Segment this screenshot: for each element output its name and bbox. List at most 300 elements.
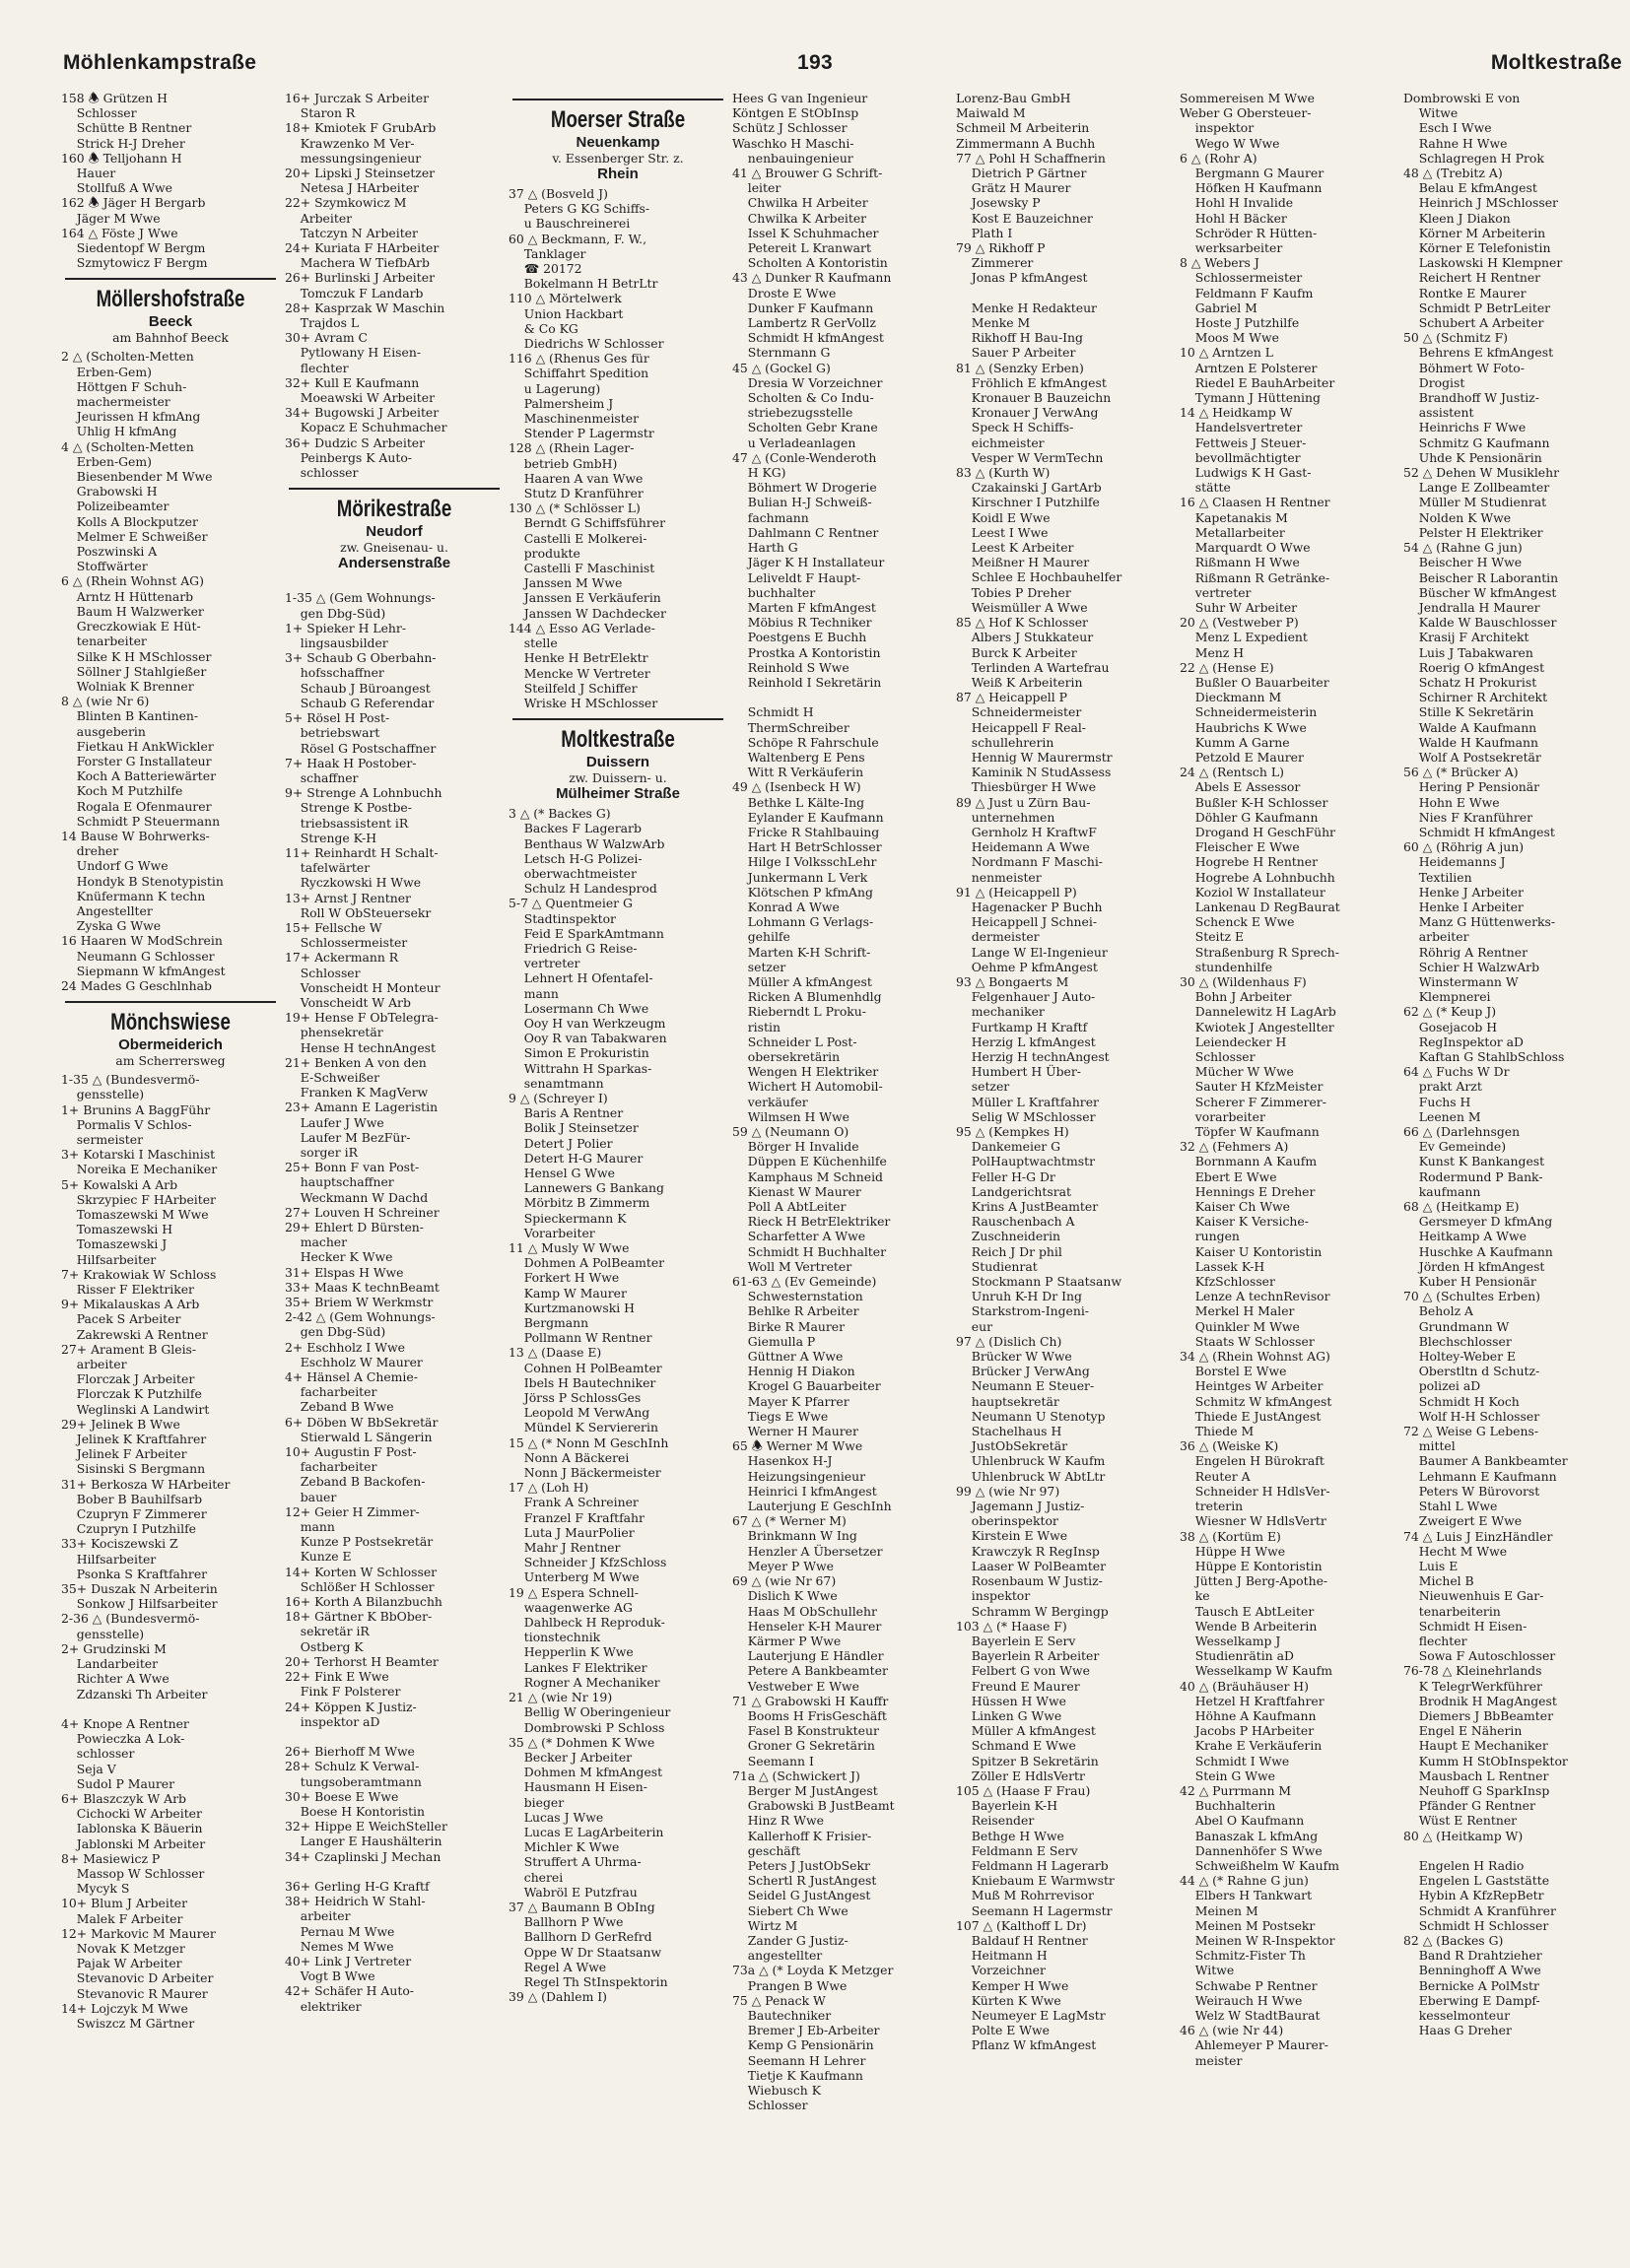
- directory-entry: hofsschaffner: [285, 665, 384, 681]
- directory-entry: Tomczuk F Landarb: [285, 285, 424, 300]
- district-name: Beeck: [148, 313, 193, 331]
- directory-entry: Erben-Gem): [61, 453, 152, 469]
- directory-entry: vertreter: [1180, 584, 1252, 600]
- directory-column: [1403, 91, 1622, 2112]
- directory-entry: Hilfsarbeiter: [61, 1251, 157, 1267]
- directory-entry: 59 △ (Neumann O): [732, 1124, 849, 1139]
- directory-entry: Möbius R Techniker: [732, 615, 872, 631]
- directory-entry: Scherer F Zimmerer-: [1180, 1094, 1326, 1109]
- directory-entry: Laufer M BezFür-: [285, 1129, 411, 1145]
- directory-entry: 13 △ (Daase E): [509, 1345, 602, 1361]
- directory-entry: 60 △ (Röhrig A jun): [1403, 839, 1525, 855]
- directory-entry: Leiendecker H: [1180, 1034, 1287, 1049]
- directory-entry: sermeister: [61, 1131, 144, 1147]
- directory-entry: 24 △ (Rentsch L): [1180, 765, 1284, 780]
- directory-entry: Henseler K-H Maurer: [732, 1618, 882, 1634]
- directory-entry: betrieb GmbH): [509, 455, 618, 471]
- directory-entry: Schlößer H Schlosser: [285, 1578, 435, 1594]
- directory-entry: Nieuwenhuis E Gar-: [1403, 1588, 1544, 1604]
- directory-entry: Roerig O kfmAngest: [1403, 659, 1545, 675]
- directory-entry: 14 △ Heidkamp W: [1180, 405, 1293, 421]
- directory-entry: Schneidermeister: [956, 704, 1082, 720]
- directory-entry: Seemann H Lagermstr: [956, 1902, 1113, 1918]
- directory-entry: Studienrätin aD: [1180, 1648, 1294, 1664]
- directory-entry: Feid E SparkAmtmann: [509, 925, 664, 941]
- directory-entry: Stoffwärter: [61, 559, 148, 574]
- directory-entry: Schmidt H Buchhalter: [732, 1243, 887, 1259]
- directory-entry: Winstermann W: [1403, 973, 1519, 989]
- directory-entry: Friedrich G Reise-: [509, 940, 638, 956]
- directory-entry: Angestellter: [61, 902, 153, 918]
- directory-entry: 34+ Czaplinski J Mechan: [285, 1848, 441, 1864]
- directory-entry: Menke M: [956, 315, 1031, 331]
- directory-entry: 14 Bause W Bohrwerks-: [61, 828, 210, 843]
- directory-entry: Feldmann F Kaufm: [1180, 285, 1314, 300]
- directory-entry: 32+ Kull E Kaufmann: [285, 374, 420, 390]
- directory-entry: Brinkmann W Ing: [732, 1528, 857, 1544]
- directory-entry: Hauer: [61, 166, 116, 181]
- directory-entry: ☎ 20172: [509, 261, 582, 277]
- directory-entry: Lucas E LagArbeiterin: [509, 1824, 664, 1839]
- directory-entry: Polte E Wwe: [956, 2023, 1050, 2038]
- directory-entry: H KG): [732, 465, 786, 481]
- directory-entry: 97 △ (Dislich Ch): [956, 1333, 1062, 1349]
- directory-entry: ristin: [732, 1019, 781, 1034]
- directory-entry: Ostberg K: [285, 1638, 364, 1654]
- directory-entry: Hecht M Wwe: [1403, 1543, 1508, 1559]
- directory-entry: Hetzel H Kraftfahrer: [1180, 1693, 1324, 1708]
- directory-entry: Schneider J KfzSchloss: [509, 1555, 667, 1570]
- directory-entry: Drogand H GeschFühr: [1180, 824, 1335, 839]
- directory-entry: Konrad A Wwe: [732, 899, 840, 914]
- directory-entry: hauptschaffner: [285, 1174, 394, 1190]
- directory-entry: Kopacz E Schuhmacher: [285, 420, 447, 435]
- directory-entry: Lambertz R GerVollz: [732, 315, 876, 331]
- directory-entry: Swiszcz M Gärtner: [61, 2015, 195, 2031]
- directory-entry: Schlosser: [61, 105, 137, 121]
- directory-entry: 50 △ (Schmitz F): [1403, 330, 1509, 346]
- directory-entry: Neumann U Stenotyp: [956, 1408, 1106, 1424]
- directory-entry: Fietkau H AnkWickler: [61, 738, 214, 754]
- directory-entry: 36+ Gerling H-G Kraftf: [285, 1878, 430, 1894]
- directory-entry: Brodnik H MagAngest: [1403, 1693, 1557, 1708]
- directory-entry: 10+ Blum J Arbeiter: [61, 1896, 188, 1911]
- directory-entry: Junkermann L Verk: [732, 869, 868, 885]
- directory-entry: 77 △ Pohl H Schaffnerin: [956, 150, 1106, 166]
- directory-entry: Sisinski S Bergmann: [61, 1461, 206, 1477]
- directory-entry: angestellter: [732, 1948, 823, 1964]
- directory-entry: Wiebusch K: [732, 2083, 821, 2098]
- directory-entry: 2 △ (Scholten-Metten: [61, 349, 194, 365]
- directory-entry: Dombrowski E von: [1403, 91, 1521, 105]
- directory-entry: Poszwinski A: [61, 544, 158, 560]
- directory-entry: fachmann: [732, 509, 809, 525]
- directory-entry: Mörbitz B Zimmerm: [509, 1195, 650, 1211]
- directory-entry: Strenge K Postbe-: [285, 800, 412, 816]
- directory-entry: Behlke R Arbeiter: [732, 1303, 859, 1319]
- directory-entry: vertreter: [509, 956, 580, 971]
- directory-entry: gehilfe: [732, 929, 790, 945]
- directory-entry: Büscher W kfmAngest: [1403, 584, 1557, 600]
- directory-entry: Schröder R Hütten-: [1180, 225, 1318, 240]
- directory-entry: Ballhorn P Wwe: [509, 1914, 624, 1930]
- directory-entry: Lehnert H Ofentafel-: [509, 970, 653, 986]
- directory-entry: Meinen M Postsekr: [1180, 1917, 1316, 1933]
- directory-entry: [732, 690, 951, 704]
- directory-entry: Zyska G Wwe: [61, 918, 162, 934]
- directory-entry: Jagemann J Justiz-: [956, 1499, 1085, 1514]
- directory-entry: Leest I Wwe: [956, 524, 1049, 540]
- directory-entry: u Lagerung): [509, 380, 601, 396]
- directory-entry: schullehrerin: [956, 734, 1054, 750]
- directory-entry: Steilfeld J Schiffer: [509, 680, 638, 696]
- directory-entry: Meinen W R-Inspektor: [1180, 1932, 1335, 1948]
- directory-entry: Kärmer P Wwe: [732, 1633, 842, 1648]
- directory-entry: 34+ Bugowski J Arbeiter: [285, 405, 440, 421]
- directory-entry: Zimmermann A Buchh: [956, 135, 1096, 151]
- directory-entry: Muß M Rohrrevisor: [956, 1888, 1094, 1903]
- directory-entry: inspektor: [956, 1588, 1031, 1604]
- directory-entry: 1+ Brunins A BaggFühr: [61, 1101, 211, 1117]
- directory-entry: 3 △ (* Backes G): [509, 806, 611, 822]
- directory-entry: Szmytowicz F Bergm: [61, 255, 208, 271]
- directory-entry: 1+ Spieker H Lehr-: [285, 620, 407, 635]
- directory-entry: Vonscheidt H Monteur: [285, 979, 441, 995]
- directory-entry: setzer: [732, 959, 786, 974]
- directory-entry: Zeband B Wwe: [285, 1399, 394, 1415]
- directory-entry: Rösel G Postschaffner: [285, 740, 437, 756]
- directory-entry: machermeister: [61, 394, 170, 410]
- directory-entry: Heinrici I kfmAngest: [732, 1483, 877, 1499]
- directory-entry: Abels E Assessor: [1180, 779, 1301, 795]
- directory-entry: Frank A Schreiner: [509, 1495, 639, 1510]
- directory-entry: Schneider L Post-: [732, 1034, 857, 1049]
- directory-entry: 22 △ (Hense E): [1180, 659, 1274, 675]
- directory-entry: Nemes M Wwe: [285, 1938, 394, 1954]
- directory-entry: Schwabe P Rentner: [1180, 1977, 1318, 1993]
- directory-entry: Palmersheim J: [509, 395, 614, 411]
- directory-entry: 25+ Bonn F van Post-: [285, 1160, 420, 1175]
- directory-entry: Hüssen H Wwe: [956, 1693, 1066, 1708]
- directory-entry: Hüppe H Wwe: [1180, 1543, 1286, 1559]
- directory-entry: Müller A kfmAngest: [956, 1723, 1096, 1739]
- directory-entry: 24+ Kuriata F HArbeiter: [285, 240, 440, 256]
- directory-entry: Henke I Arbeiter: [1403, 899, 1524, 914]
- directory-entry: Eschholz W Maurer: [285, 1354, 423, 1369]
- directory-entry: Tatczyn N Arbeiter: [285, 225, 418, 240]
- directory-entry: 13+ Arnst J Rentner: [285, 890, 411, 905]
- directory-entry: Schlossermeister: [285, 935, 408, 951]
- directory-entry: Michel B: [1403, 1573, 1474, 1589]
- directory-entry: Merkel H Maler: [1180, 1303, 1295, 1319]
- directory-entry: Schenck E Wwe: [1180, 914, 1295, 930]
- directory-entry: Luis E: [1403, 1558, 1459, 1573]
- directory-entry: Feldmann E Serv: [956, 1842, 1078, 1858]
- directory-entry: Rißmann R Getränke-: [1180, 569, 1330, 585]
- directory-entry: Blechschlosser: [1403, 1333, 1512, 1349]
- directory-entry: Cohnen H PolBeamter: [509, 1360, 662, 1375]
- directory-entry: Plath I: [956, 225, 1013, 240]
- directory-entry: Krawzenko M Ver-: [285, 135, 415, 151]
- directory-entry: Pernau M Wwe: [285, 1923, 395, 1939]
- directory-entry: 32+ Hippe E WeichSteller: [285, 1819, 447, 1834]
- street-location-cont: Rhein: [597, 166, 639, 182]
- directory-entry: Schlosser: [732, 2098, 808, 2113]
- directory-entry: Kirstein E Wwe: [956, 1528, 1068, 1544]
- directory-entry: Wego W Wwe: [1180, 135, 1280, 151]
- directory-entry: 4+ Hänsel A Chemie-: [285, 1369, 418, 1385]
- directory-entry: Linken G Wwe: [956, 1707, 1062, 1723]
- directory-entry: Kniebaum E Warmwstr: [956, 1873, 1115, 1889]
- directory-entry: Florczak K Putzhilfe: [61, 1386, 202, 1402]
- directory-entry: arbeiter: [1403, 929, 1469, 945]
- directory-entry: Kallerhoff K Frisier-: [732, 1828, 872, 1843]
- directory-entry: [285, 575, 504, 590]
- directory-entry: Struffert A Uhrma-: [509, 1854, 642, 1870]
- directory-entry: lingsausbilder: [285, 635, 388, 651]
- directory-entry: Behrens E kfmAngest: [1403, 345, 1554, 361]
- directory-entry: Elbers H Tankwart: [1180, 1888, 1313, 1903]
- directory-entry: Börger H Invalide: [732, 1139, 859, 1155]
- directory-entry: Fasel B Konstrukteur: [732, 1723, 879, 1739]
- directory-entry: oberinspektor: [956, 1513, 1058, 1529]
- directory-entry: Hering P Pensionär: [1403, 779, 1540, 795]
- directory-entry: Tymann J Hüttening: [1180, 390, 1321, 406]
- directory-entry: Buchhalterin: [1180, 1798, 1276, 1814]
- directory-entry: stelle: [509, 635, 558, 651]
- directory-entry: dermeister: [956, 929, 1040, 945]
- directory-entry: Hilfsarbeiter: [61, 1551, 157, 1567]
- directory-entry: Hees G van Ingenieur: [732, 91, 868, 105]
- directory-entry: Neumann G Schlosser: [61, 948, 215, 964]
- directory-entry: Scharfetter A Wwe: [732, 1229, 866, 1244]
- directory-entry: Lassek K-H: [1180, 1258, 1265, 1274]
- directory-entry: Baldauf H Rentner: [956, 1932, 1088, 1948]
- directory-entry: Hasenkox H-J: [732, 1453, 833, 1469]
- directory-entry: Landarbeiter: [61, 1656, 159, 1672]
- district-name: Neuenkamp: [576, 134, 660, 151]
- directory-entry: Peters W Bürovorst: [1403, 1483, 1540, 1499]
- directory-entry: 16 Haaren W ModSchrein: [61, 933, 223, 949]
- directory-entry: Castelli F Maschinist: [509, 561, 655, 576]
- directory-entry: Pormalis V Schlos-: [61, 1116, 192, 1132]
- directory-entry: Reisender: [956, 1813, 1035, 1829]
- directory-entry: kesselmonteur: [1403, 2007, 1511, 2023]
- directory-entry: Baris A Rentner: [509, 1105, 624, 1121]
- directory-entry: Jendralla H Maurer: [1403, 599, 1540, 615]
- directory-entry: 30+ Avram C: [285, 330, 369, 346]
- directory-entry: Polizeibeamter: [61, 499, 170, 514]
- directory-entry: Reinhold S Wwe: [732, 659, 849, 675]
- street-location: am Scherrersweg: [115, 1053, 226, 1069]
- section-divider: [65, 1001, 276, 1003]
- directory-entry: Sowa F Autoschlosser: [1403, 1648, 1556, 1664]
- directory-entry: 1-35 △ (Bundesvermö-: [61, 1072, 200, 1088]
- directory-entry: Stockmann P Staatsanw: [956, 1274, 1121, 1290]
- directory-entry: Moos M Wwe: [1180, 330, 1279, 346]
- directory-entry: Simon E Prokuristin: [509, 1045, 649, 1061]
- directory-entry: Forster G Installateur: [61, 753, 212, 768]
- directory-entry: ThermSchreiber: [732, 719, 849, 735]
- directory-entry: Pflanz W kfmAngest: [956, 2037, 1097, 2053]
- directory-entry: Lange E Zollbeamter: [1403, 480, 1550, 496]
- directory-entry: Riedel E BauhArbeiter: [1180, 374, 1335, 390]
- directory-entry: Albers J Stukkateur: [956, 630, 1094, 645]
- directory-entry: Cichocki W Arbeiter: [61, 1806, 202, 1822]
- directory-entry: ausgeberin: [61, 723, 146, 739]
- directory-entry: Janssen M Wwe: [509, 575, 623, 591]
- directory-entry: Güttner A Wwe: [732, 1349, 844, 1365]
- directory-entry: Höfken H Kaufmann: [1180, 180, 1323, 196]
- street-name: Moerser Straße: [550, 106, 686, 133]
- directory-entry: Hausmann H Eisen-: [509, 1779, 647, 1795]
- directory-entry: 3+ Kotarski I Maschinist: [61, 1147, 216, 1163]
- directory-entry: Kirschner I Putzhilfe: [956, 495, 1100, 510]
- directory-entry: Pytlowany H Eisen-: [285, 345, 422, 361]
- directory-entry: 54 △ (Rahne G jun): [1403, 540, 1523, 556]
- directory-entry: 22+ Fink E Wwe: [285, 1669, 389, 1685]
- street-location-cont: Mülheimer Straße: [556, 785, 680, 803]
- directory-entry: Bergmann: [509, 1315, 589, 1331]
- directory-entry: Selig W MSchlosser: [956, 1108, 1096, 1124]
- directory-entry: Sommereisen M Wwe: [1180, 91, 1315, 105]
- directory-entry: 43 △ Dunker R Kaufmann: [732, 270, 892, 286]
- directory-entry: [285, 1729, 504, 1744]
- directory-entry: Leest K Arbeiter: [956, 540, 1074, 556]
- directory-entry: Schmidt H kfmAngest: [1403, 824, 1555, 839]
- directory-entry: Noreika E Mechaniker: [61, 1162, 218, 1177]
- directory-entry: Freund E Maurer: [956, 1678, 1080, 1694]
- directory-entry: Weirauch H Wwe: [1180, 1992, 1303, 2008]
- directory-entry: elektriker: [285, 1998, 362, 2014]
- directory-entry: Koch A Batteriewärter: [61, 768, 217, 784]
- directory-entry: 11+ Reinhardt H Schalt-: [285, 844, 439, 860]
- directory-entry: Meinen M: [1180, 1902, 1258, 1918]
- directory-entry: Heintges W Arbeiter: [1180, 1378, 1324, 1394]
- directory-entry: Greczkowiak E Hüt-: [61, 619, 201, 634]
- directory-entry: Burck K Arbeiter: [956, 644, 1077, 660]
- directory-entry: 18+ Kmiotek F GrubArb: [285, 120, 437, 136]
- directory-entry: Uhlig H kfmAng: [61, 424, 177, 439]
- directory-entry: Müller A kfmAngest: [732, 973, 872, 989]
- directory-entry: Wirtz M: [732, 1917, 798, 1933]
- section-divider: [289, 488, 500, 490]
- directory-entry: Stutz D Kranführer: [509, 486, 644, 501]
- directory-entry: Zander G Justiz-: [732, 1932, 849, 1948]
- directory-entry: mittel: [1403, 1438, 1456, 1454]
- directory-entry: 37 △ (Bosveld J): [509, 186, 608, 201]
- directory-entry: Schmitz-Fister Th: [1180, 1948, 1306, 1964]
- directory-entry: 6 △ (Rohr A): [1180, 150, 1257, 166]
- directory-entry: 7+ Haak H Postober-: [285, 755, 417, 770]
- directory-entry: Kunst K Bankangest: [1403, 1154, 1545, 1169]
- directory-entry: Reichert H Rentner: [1403, 270, 1541, 286]
- directory-entry: Letsch H-G Polizei-: [509, 850, 643, 866]
- directory-entry: Kronauer J VerwAng: [956, 405, 1099, 421]
- directory-column: [285, 91, 504, 2112]
- directory-entry: Tausch E AbtLeiter: [1180, 1603, 1315, 1619]
- directory-entry: & Co KG: [509, 320, 578, 336]
- directory-entry: Stevanovic R Maurer: [61, 1985, 208, 2001]
- directory-entry: 18+ Gärtner K BbOber-: [285, 1609, 433, 1625]
- directory-entry: 20+ Terhorst H Beamter: [285, 1653, 439, 1669]
- directory-entry: Moeawski W Arbeiter: [285, 390, 436, 406]
- directory-entry: 24 Mades G Geschlnhab: [61, 977, 212, 993]
- directory-entry: 162 🕭 Jäger H Bergarb: [61, 195, 206, 211]
- directory-entry: Stierwald L Sängerin: [285, 1429, 433, 1444]
- directory-entry: [285, 1864, 504, 1879]
- directory-entry: Schiffahrt Spedition: [509, 366, 649, 381]
- directory-entry: Seja V: [61, 1761, 116, 1776]
- directory-entry: Neumann E Steuer-: [956, 1378, 1095, 1394]
- directory-entry: Diedrichs W Schlosser: [509, 336, 664, 352]
- directory-entry: Chwilka H Arbeiter: [732, 195, 868, 211]
- directory-entry: bauer: [285, 1489, 337, 1504]
- directory-entry: Wesselkamp J: [1180, 1633, 1281, 1648]
- directory-entry: 73a △ (* Loyda K Metzger: [732, 1963, 894, 1978]
- directory-entry: Wolf H-H Schlosser: [1403, 1408, 1540, 1424]
- directory-entry: Hogrebe A Lohnbuchh: [1180, 869, 1335, 885]
- directory-entry: 31+ Berkosza W HArbeiter: [61, 1476, 231, 1492]
- directory-entry: Undorf G Wwe: [61, 858, 169, 874]
- directory-entry: Kienast W Maurer: [732, 1183, 861, 1199]
- directory-entry: Manz G Hüttenwerks-: [1403, 914, 1556, 930]
- directory-entry: Feller H-G Dr: [956, 1168, 1055, 1184]
- directory-entry: 27+ Louven H Schreiner: [285, 1204, 440, 1220]
- directory-entry: Skrzypiec F HArbeiter: [61, 1191, 216, 1207]
- directory-entry: Zweigert E Wwe: [1403, 1513, 1523, 1529]
- directory-entry: Laskowski H Klempner: [1403, 255, 1563, 271]
- directory-entry: 56 △ (* Brücker A): [1403, 765, 1519, 780]
- directory-entry: Ooy R van Tabakwaren: [509, 1031, 667, 1046]
- directory-entry: tenarbeiterin: [1403, 1603, 1501, 1619]
- directory-entry: Bolik J Steinsetzer: [509, 1120, 639, 1136]
- directory-entry: Lenze A technRevisor: [1180, 1289, 1330, 1304]
- directory-entry: 3+ Schaub G Oberbahn-: [285, 650, 437, 666]
- directory-entry: Josewsky P: [956, 195, 1041, 211]
- district-name: Obermeiderich: [118, 1036, 223, 1054]
- directory-entry: Koidl E Wwe: [956, 509, 1051, 525]
- directory-entry: 9+ Mikalauskas A Arb: [61, 1297, 200, 1312]
- directory-entry: Waschko H Maschi-: [732, 135, 854, 151]
- directory-entry: Wolniak K Brenner: [61, 678, 194, 694]
- directory-entry: 19 △ Espera Schnell-: [509, 1584, 639, 1600]
- directory-entry: Prangen B Wwe: [732, 1977, 848, 1993]
- directory-entry: Tobies P Dreher: [956, 584, 1071, 600]
- directory-entry: Arntz H Hüttenarb: [61, 588, 194, 604]
- directory-entry: Arntzen E Polsterer: [1180, 360, 1318, 375]
- directory-entry: 8 △ (wie Nr 6): [61, 694, 150, 709]
- directory-entry: 49 △ (Isenbeck H W): [732, 779, 861, 795]
- directory-entry: Kamp W Maurer: [509, 1285, 627, 1301]
- directory-entry: Petzold E Maurer: [1180, 749, 1304, 765]
- directory-entry: Scholten & Co Indu-: [732, 390, 874, 406]
- directory-entry: 71 △ Grabowski H Kauffr: [732, 1693, 889, 1708]
- directory-entry: Czupryn I Putzhilfe: [61, 1521, 196, 1537]
- directory-entry: 60 △ Beckmann, F. W.,: [509, 231, 647, 246]
- directory-entry: Marten K-H Schrift-: [732, 944, 871, 960]
- directory-entry: Schwesternstation: [732, 1289, 863, 1304]
- directory-entry: 160 🕭 Telljohann H: [61, 150, 182, 166]
- directory-entry: Fuchs H: [1403, 1094, 1471, 1109]
- street-name: Mörikestraße: [336, 496, 452, 523]
- section-divider: [512, 718, 723, 720]
- directory-entry: Peters G KG Schiffs-: [509, 201, 650, 217]
- directory-entry: Walde H Kaufmann: [1403, 734, 1539, 750]
- directory-entry: Jütten J Berg-Apothe-: [1180, 1573, 1328, 1589]
- directory-entry: Furtkamp H Kraftf: [956, 1019, 1088, 1034]
- directory-entry: Czakainski J GartArb: [956, 480, 1102, 496]
